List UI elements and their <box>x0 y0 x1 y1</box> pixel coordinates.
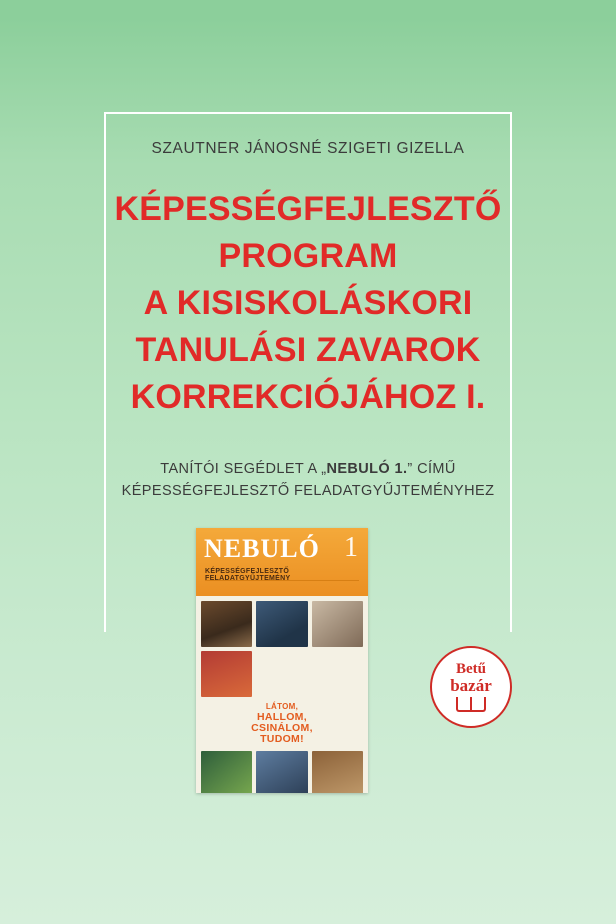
slogan-line-3: TUDOM! <box>260 732 304 745</box>
book-photo-collage <box>196 596 368 793</box>
subtitle-prefix: TANÍTÓI SEGÉDLET A „ <box>160 461 327 477</box>
slogan-line-2: CSINÁLOM, <box>251 721 313 734</box>
collage-photo <box>256 751 307 793</box>
collage-photo <box>201 751 252 793</box>
collage-photo <box>312 601 363 647</box>
book-subtitle: KÉPESSÉGFEJLESZTŐ FELADATGYŰJTEMÉNY <box>205 568 291 582</box>
collage-photo <box>256 601 307 647</box>
logo-line-2: bazár <box>450 675 492 695</box>
slogan-line-0: LÁTOM, <box>265 702 299 712</box>
collage-photo <box>312 751 363 793</box>
title-line-1: KÉPESSÉGFEJLESZTŐ <box>114 190 502 228</box>
title-line-5: KORREKCIÓJÁHOZ I. <box>130 377 486 416</box>
subtitle-line-2: KÉPESSÉGFEJLESZTŐ FELADATGYŰJTEMÉNYHEZ <box>121 483 495 500</box>
author-name: SZAUTNER JÁNOSNÉ SZIGETI GIZELLA <box>151 140 465 157</box>
collage-photo <box>201 601 252 647</box>
title-line-3: A KISISKOLÁSKORI <box>143 283 473 322</box>
subtitle-referenced-title: NEBULÓ 1. <box>326 461 408 477</box>
betu-bazar-logo <box>430 646 512 728</box>
book-title: NEBULÓ <box>204 534 320 563</box>
book-slogan <box>201 701 363 747</box>
collage-photo <box>201 651 252 697</box>
title-line-2: PROGRAM <box>218 236 398 275</box>
subtitle-line-1 <box>60 458 556 480</box>
book-header-band <box>196 528 368 596</box>
open-book-icon <box>456 697 486 712</box>
logo-line-1: Betű <box>456 660 486 677</box>
title-line-4: TANULÁSI ZAVAROK <box>135 330 481 369</box>
book-volume-number: 1 <box>344 532 358 563</box>
subtitle-suffix: ” CÍMŰ <box>407 461 456 477</box>
page-title <box>60 186 556 421</box>
inset-book-image <box>196 528 368 793</box>
subtitle <box>60 458 556 503</box>
slogan-line-1: HALLOM, <box>257 710 307 723</box>
